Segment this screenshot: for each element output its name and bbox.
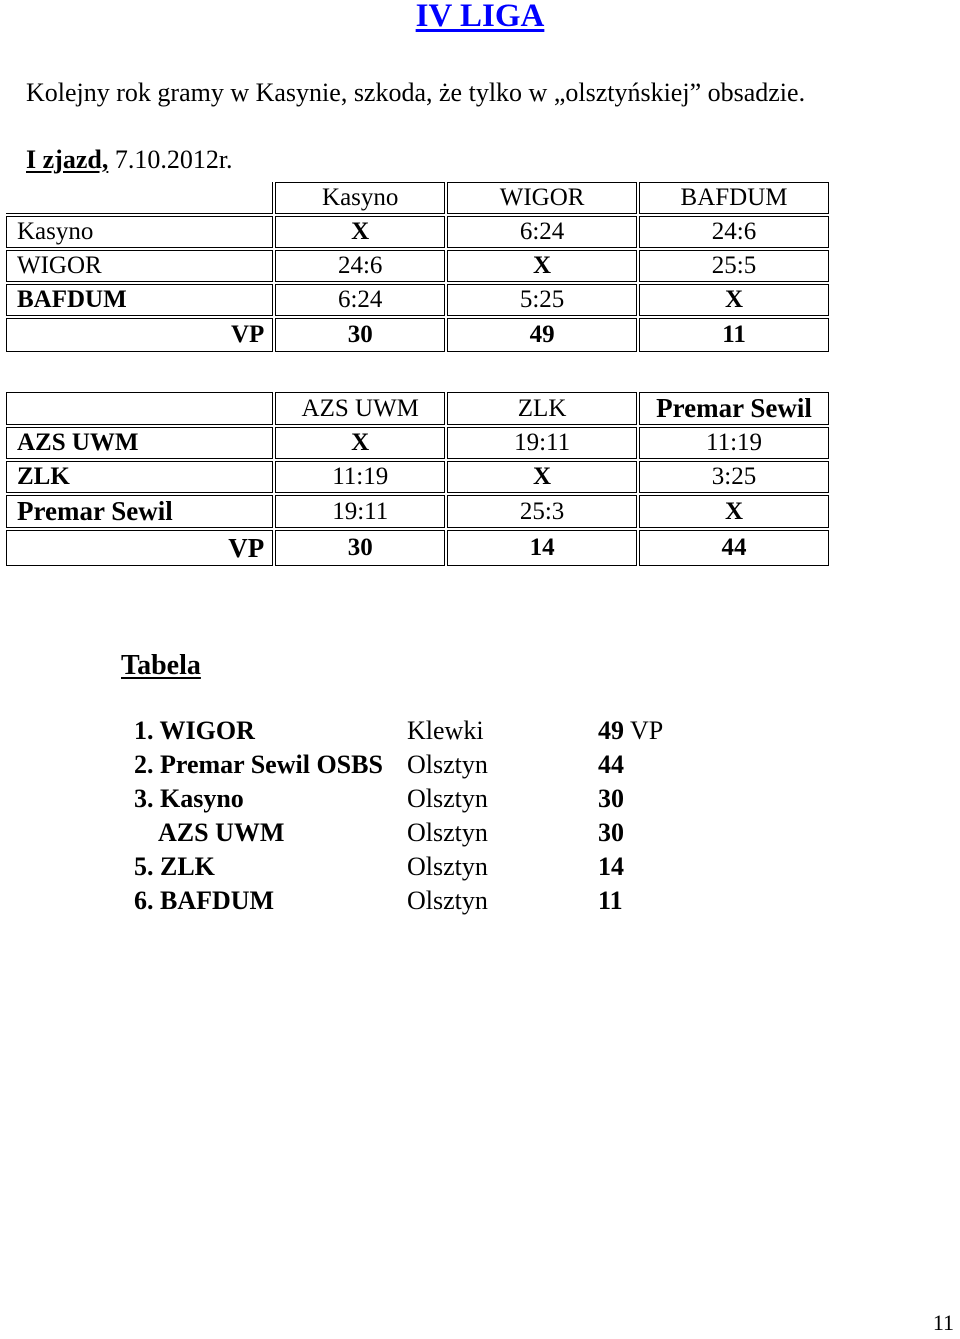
- standings-team: 2. Premar Sewil OSBS: [134, 750, 383, 779]
- standings-city: Olsztyn: [407, 784, 488, 813]
- table-cell: 11:19: [639, 427, 829, 459]
- row-header: Kasyno: [6, 216, 273, 248]
- standings-team: 6. BAFDUM: [134, 886, 275, 915]
- table-cell: X: [275, 427, 445, 459]
- row-header: ZLK: [6, 461, 273, 493]
- column-header: WIGOR: [447, 182, 637, 214]
- intro-text: Kolejny rok gramy w Kasynie, szkoda, że tylko w „olsztyńskiej” obsadzie.: [26, 78, 806, 107]
- column-header: Kasyno: [275, 182, 445, 214]
- standings-city: Olsztyn: [407, 886, 488, 915]
- meeting-label: I zjazd,: [26, 145, 109, 174]
- table-header-row: [6, 182, 829, 214]
- row-header: WIGOR: [6, 250, 273, 282]
- vp-value: 14: [447, 530, 637, 566]
- standings-team: AZS UWM: [158, 818, 285, 847]
- table-cell: 6:24: [275, 284, 445, 316]
- table-corner: [6, 392, 273, 425]
- row-header: Premar Sewil: [6, 495, 273, 528]
- table-cell: 24:6: [639, 216, 829, 248]
- table-cell: X: [447, 250, 637, 282]
- column-header: AZS UWM: [275, 392, 445, 425]
- column-header: ZLK: [447, 392, 637, 425]
- standings-points: [598, 716, 663, 746]
- table-cell: 19:11: [275, 495, 445, 528]
- standings-points: 14: [598, 852, 624, 881]
- standings-team: 5. ZLK: [134, 852, 215, 881]
- table-cell: 5:25: [447, 284, 637, 316]
- table-cell: X: [639, 284, 829, 316]
- table-cell: 25:5: [639, 250, 829, 282]
- table-row: [6, 461, 829, 493]
- row-header: BAFDUM: [6, 284, 273, 316]
- table-cell: 25:3: [447, 495, 637, 528]
- table-row: [6, 250, 829, 282]
- table-cell: X: [275, 216, 445, 248]
- standings-city: Olsztyn: [407, 818, 488, 847]
- table-cell: 11:19: [275, 461, 445, 493]
- meeting-heading: [26, 145, 233, 175]
- results-table-2: [4, 390, 831, 568]
- table-row: [6, 284, 829, 316]
- vp-label: VP: [6, 530, 273, 566]
- results-table-1: [4, 180, 831, 354]
- table-row: [6, 216, 829, 248]
- vp-value: 30: [275, 530, 445, 566]
- page-number: 11: [932, 1310, 954, 1335]
- table-cell: 19:11: [447, 427, 637, 459]
- page-title: IV LIGA: [415, 0, 545, 34]
- points-value: 49: [598, 716, 624, 745]
- vp-row: [6, 530, 829, 566]
- vp-value: 44: [639, 530, 829, 566]
- table-row: [6, 427, 829, 459]
- row-header: AZS UWM: [6, 427, 273, 459]
- points-unit: VP: [624, 716, 664, 745]
- table-cell: 24:6: [275, 250, 445, 282]
- standings-points: 11: [598, 886, 623, 915]
- column-header: BAFDUM: [639, 182, 829, 214]
- table-header-row: [6, 392, 829, 425]
- standings-city: Olsztyn: [407, 750, 488, 779]
- standings-points: 44: [598, 750, 624, 779]
- standings-points: 30: [598, 784, 624, 813]
- standings-team: 3. Kasyno: [134, 784, 244, 813]
- table-cell: 6:24: [447, 216, 637, 248]
- vp-value: 11: [639, 318, 829, 352]
- table-row: [6, 495, 829, 528]
- standings-city: Olsztyn: [407, 852, 488, 881]
- column-header: Premar Sewil: [639, 392, 829, 425]
- table-cell: X: [447, 461, 637, 493]
- vp-value: 49: [447, 318, 637, 352]
- standings-title: Tabela: [121, 650, 201, 681]
- meeting-date: 7.10.2012r.: [108, 145, 233, 174]
- standings-points: 30: [598, 818, 624, 847]
- vp-label: VP: [6, 318, 273, 352]
- table-cell: 3:25: [639, 461, 829, 493]
- standings-team: 1. WIGOR: [134, 716, 255, 745]
- vp-value: 30: [275, 318, 445, 352]
- standings-city: Klewki: [407, 716, 484, 745]
- table-corner: [6, 182, 273, 214]
- vp-row: [6, 318, 829, 352]
- table-cell: X: [639, 495, 829, 528]
